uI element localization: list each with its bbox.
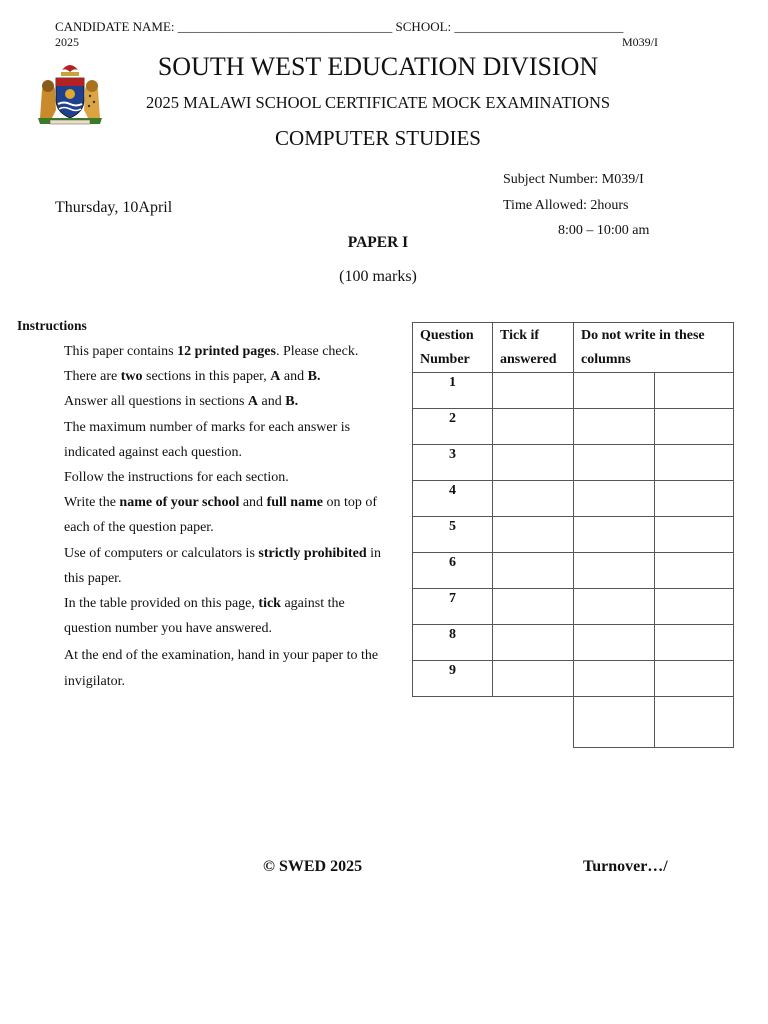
tick-cell[interactable] — [493, 553, 574, 589]
paper-title: PAPER I — [347, 234, 409, 251]
tick-cell[interactable] — [493, 481, 574, 517]
examiner-cell — [574, 553, 655, 589]
candidate-name-label: CANDIDATE NAME: — [55, 19, 175, 34]
question-number-cell: 4 — [413, 481, 493, 517]
question-tick-table — [412, 322, 734, 748]
examiner-cell — [655, 625, 734, 661]
instruction-item — [64, 591, 394, 641]
empty-cell — [413, 697, 493, 748]
time-range: 8:00 – 10:00 am — [558, 223, 650, 238]
instruction-text: This paper contains — [64, 344, 178, 359]
header-examiner-columns: Do not write in these columns — [574, 323, 734, 373]
empty-cell — [493, 697, 574, 748]
instruction-text: In the table provided on this page, — [64, 596, 259, 612]
instruction-emphasis: tick — [258, 596, 281, 612]
header-tick-if-answered: Tick if answered — [493, 323, 574, 373]
school-label: SCHOOL: — [395, 19, 452, 34]
examiner-cell — [655, 589, 734, 625]
table-row — [413, 409, 734, 445]
instruction-item — [64, 364, 394, 389]
instruction-text: on top of each of the question paper. — [64, 495, 378, 536]
header-question-number: Question Number — [413, 323, 493, 373]
instruction-emphasis: strictly prohibited — [258, 545, 367, 561]
instruction-emphasis: B. — [307, 369, 321, 385]
question-number-cell: 8 — [413, 625, 493, 661]
tick-cell[interactable] — [493, 589, 574, 625]
examiner-cell — [574, 373, 655, 409]
table-row — [413, 589, 734, 625]
instruction-text: There are — [64, 369, 121, 385]
instruction-text: and — [280, 369, 308, 385]
instruction-text: Answer all questions in sections — [64, 394, 248, 410]
tick-cell[interactable] — [493, 625, 574, 661]
instruction-text: Write the — [64, 495, 120, 511]
examiner-total-cell — [574, 697, 655, 748]
header-paper-code: M039/I — [622, 35, 658, 49]
time-allowed: Time Allowed: 2hours — [503, 198, 629, 213]
footer-copyright: © SWED 2025 — [263, 858, 363, 875]
examiner-cell — [655, 409, 734, 445]
instruction-item — [64, 541, 394, 591]
organisation-title: SOUTH WEST EDUCATION DIVISION — [157, 52, 599, 81]
question-number-cell: 1 — [413, 373, 493, 409]
table-total-row — [413, 697, 734, 748]
instruction-item — [64, 465, 394, 490]
tick-cell[interactable] — [493, 661, 574, 697]
examiner-cell — [655, 445, 734, 481]
question-number-cell: 6 — [413, 553, 493, 589]
instruction-item — [64, 389, 394, 414]
tick-cell[interactable] — [493, 445, 574, 481]
examiner-cell — [655, 373, 734, 409]
table-header-row — [413, 323, 734, 373]
examiner-total-cell — [655, 697, 734, 748]
instruction-text: against the question number you have answered. — [64, 596, 345, 637]
instruction-text: and — [239, 495, 267, 511]
instruction-text: At the end of the examination, hand in your paper to the invigilator. — [64, 648, 379, 689]
subject-number: Subject Number: M039/I — [503, 172, 644, 187]
candidate-school-line — [55, 19, 623, 35]
exam-title: 2025 MALAWI SCHOOL CERTIFICATE MOCK EXAMINATIONS — [145, 93, 611, 112]
instruction-emphasis: A — [247, 394, 259, 410]
tick-cell[interactable] — [493, 517, 574, 553]
total-marks: (100 marks) — [339, 268, 417, 285]
table-row — [413, 553, 734, 589]
examiner-cell — [574, 517, 655, 553]
examiner-cell — [574, 661, 655, 697]
instruction-emphasis: 12 printed pages — [177, 344, 276, 359]
instruction-text: . Please check. — [275, 344, 359, 359]
examiner-cell — [655, 517, 734, 553]
instruction-emphasis: two — [120, 369, 143, 385]
instruction-text: sections in this paper, — [142, 369, 271, 385]
footer-turnover: Turnover…/ — [583, 858, 668, 875]
tick-cell[interactable] — [493, 409, 574, 445]
examiner-cell — [655, 661, 734, 697]
table-row — [413, 445, 734, 481]
question-number-cell: 9 — [413, 661, 493, 697]
instruction-item — [64, 490, 394, 540]
header-year: 2025 — [55, 35, 79, 49]
instruction-item — [64, 415, 394, 465]
instructions-heading: Instructions — [17, 318, 87, 333]
exam-date: Thursday, 10April — [55, 199, 173, 216]
tick-cell[interactable] — [493, 373, 574, 409]
examiner-cell — [574, 481, 655, 517]
instructions-list — [64, 339, 394, 694]
table-row — [413, 517, 734, 553]
instruction-text: in this paper. — [64, 545, 382, 586]
instruction-text: The maximum number of marks for each answer is indicated against each question. — [64, 419, 351, 460]
table-row — [413, 373, 734, 409]
examiner-cell — [574, 589, 655, 625]
school-blank: __________________________ — [454, 19, 624, 34]
examiner-cell — [574, 625, 655, 661]
table-row — [413, 481, 734, 517]
examiner-cell — [655, 553, 734, 589]
instruction-item — [64, 643, 394, 693]
examiner-cell — [655, 481, 734, 517]
instruction-text: and — [258, 394, 286, 410]
candidate-name-blank: _________________________________ — [177, 19, 393, 34]
instruction-item — [64, 339, 394, 364]
instruction-emphasis: full name — [266, 495, 323, 511]
instruction-emphasis: name of your school — [119, 495, 240, 511]
question-number-cell: 7 — [413, 589, 493, 625]
instruction-text: Follow the instructions for each section. — [64, 470, 289, 486]
subject-title: COMPUTER STUDIES — [275, 126, 481, 150]
question-number-cell: 3 — [413, 445, 493, 481]
question-number-cell: 2 — [413, 409, 493, 445]
question-number-cell: 5 — [413, 517, 493, 553]
table-row — [413, 625, 734, 661]
instruction-text: Use of computers or calculators is — [64, 545, 259, 561]
table-row — [413, 661, 734, 697]
examiner-cell — [574, 445, 655, 481]
instruction-emphasis: A — [270, 369, 281, 385]
instruction-emphasis: B. — [285, 394, 299, 410]
examiner-cell — [574, 409, 655, 445]
